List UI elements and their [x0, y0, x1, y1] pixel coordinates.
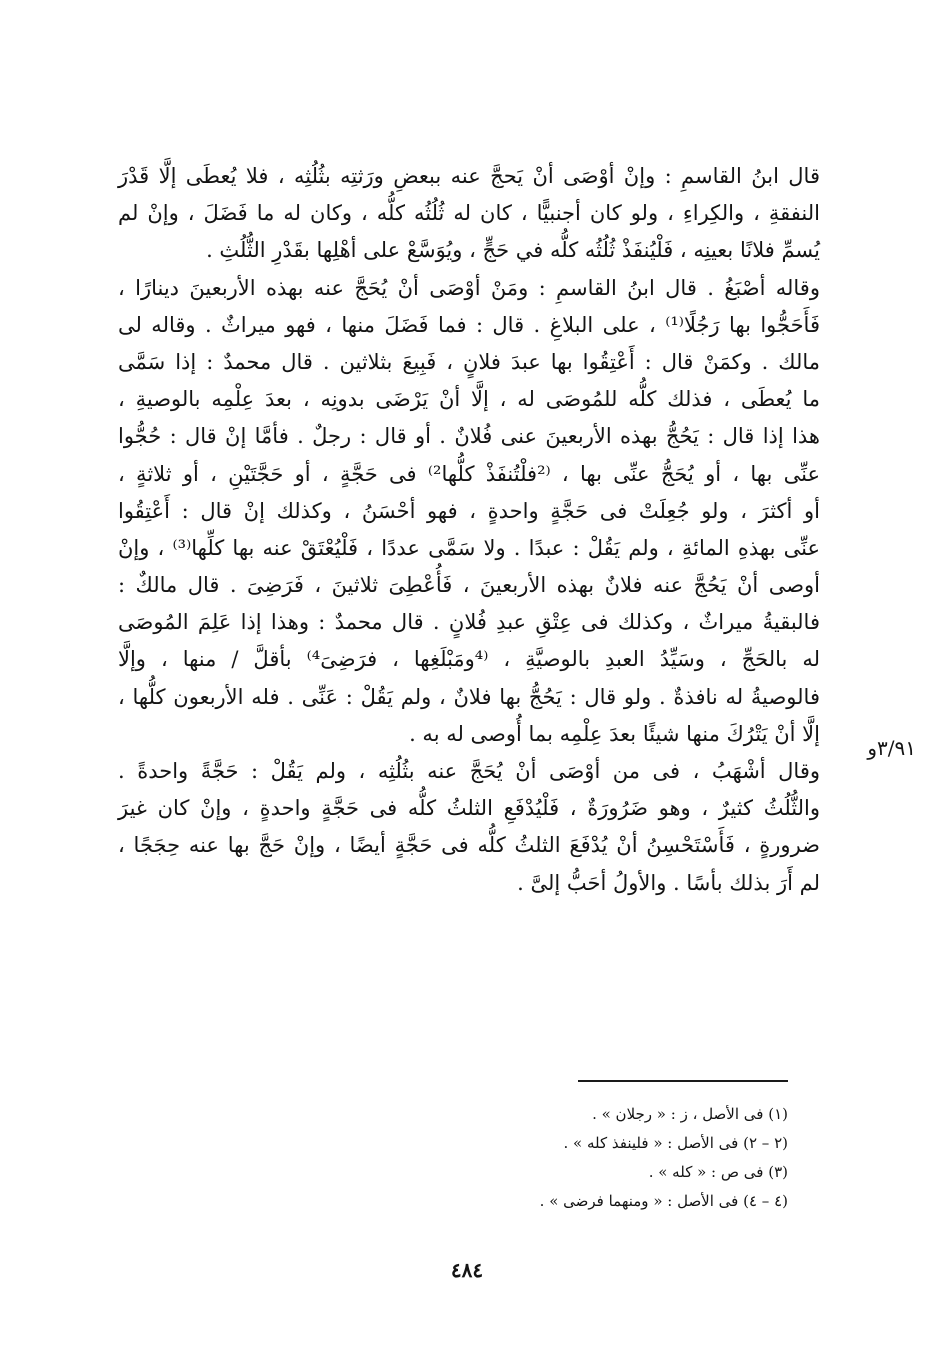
text-line: فَأَحَجُّوا بها رَجُلًا⁽¹⁾ ، على البلاغِ . قال : فما فَضَلَ منها ، فهو ميراثٌ . وقاله لى [118, 312, 820, 337]
text-line: ما يُعطَى ، فذلك كلُّه للمُوصَى له ، إلَّا أنْ يَرْضَى بدونِه ، بعدَ عِلْمِه بالوصيةِ ، [118, 387, 820, 412]
footnote: (١) فى الأصل ، ز : « رجلان » . [592, 1105, 788, 1123]
text-line: أو أكثرَ ، ولو جُعِلَتْ فى حَجَّةٍ واحدةٍ ، فهو أحْسَنُ ، وكذلك إنْ قال : أَعْتِقُوا [118, 498, 820, 523]
text-line: هذا إذا قال : يَحُجُّ بهذه الأربعينَ عنى فُلانٌ . أو قال : رجلٌ . فأمَّا إنْ قال : حُجُّوا [118, 424, 820, 449]
text-line: فالبقيةُ ميراثٌ ، وكذلك فى عِتْقِ عبدِ فُلانٍ . قال محمدٌ : وهذا إذا عَلِمَ المُوصَى [118, 610, 820, 635]
text-line: يُسمِّ فلانًا بعينِه ، فَلْيُنفَذْ ثُلُثُه كلُّه في حَجٍّ ، ويُوَسَّعْ على أهْلِها بقَدْرِ الثُّلُثِ . [206, 238, 820, 263]
text-line: لم أَرَ بذلك بأسًا . والأولُ أحَبُّ إلىَّ . [517, 870, 820, 895]
text-line: عنِّى بها ، أو يُحَجُّ عنِّى بها ، ⁽²فلْتُنفَذْ كلُّها²⁾ فى حَجَّةٍ ، أو حَجَّتَيْنِ ، أو ثلاثةٍ ، [118, 461, 820, 486]
text-line: قال ابنُ القاسمِ : وإنْ أوْصَى أنْ يَحجَّ عنه ببعضِ ورَثتِه بثُلُثِه ، فلا يُعطَى إلَّا قَدْرَ [118, 164, 820, 188]
text-line: إلَّا أنْ يَتْرُكَ منها شيئًا بعدَ عِلْمِه بما أُوصى له به . [409, 721, 820, 746]
text-line: ضرورةٍ ، فَأَسْتَحْسِنُ أنْ يُدْفَعَ الثلثُ كلُّه فى حَجَّةٍ أيضًا ، وإنْ حَجَّ بها عنه حِجَجًا ، [118, 833, 820, 858]
margin-folio-reference: ٣/٩١و [867, 736, 916, 760]
footnote-separator-rule [578, 1080, 788, 1082]
footnotes-block [300, 1100, 788, 1216]
page-number: ٤٨٤ [450, 1258, 484, 1282]
footnote: (٤ – ٤) فى الأصل : « ومنهما فرضى » . [539, 1192, 788, 1210]
text-line: وقال أشْهَبُ ، فى من أوْصَى أنْ يُحَجَّ عنه بثُلُثِه ، ولم يَقُلْ : حَجَّةً واحدةً . [118, 759, 820, 783]
main-text-block [118, 158, 820, 902]
text-line: النفقةِ ، والكِراءِ ، ولو كان أجنبيًّا ، كان له ثُلُثُه كلُّه ، وكان له ما فَضَلَ ، وإنْ لم [118, 201, 820, 226]
text-line: مالك . وكمَنْ قال : أَعْتِقُوا بها عبدَ فلانٍ ، فَبِيعَ بثلاثين . قال محمدٌ : إذا سَمَّى [118, 349, 820, 374]
text-line: وقاله أصْبَغُ . قال ابنُ القاسمِ : ومَنْ أوْصَى أنْ يُحَجَّ عنه بهذه الأربعينَ دينارًا ، [118, 275, 820, 300]
text-line: والثُّلُثُ كثيرٌ ، وهو ضَرُورَةٌ ، فَلْيُدْفَعِ الثلثُ كلُّه فى حَجَّةٍ واحدةٍ ، وإنْ كان غيرَ [118, 796, 820, 821]
text-line: أوصى أنْ يَحُجَّ عنه فلانٌ بهذه الأربعينَ ، فَأُعْطِىَ ثلاثينَ ، فَرَضِىَ . قال مالكٌ : [118, 573, 820, 598]
footnote: (٣) فى ص : « كله » . [648, 1163, 788, 1181]
text-line: فالوصيةُ له نافذةٌ . ولو قال : يَحُجُّ بها فلانٌ ، ولم يَقُلْ : عَنِّى . فله الأربعون كلُّها ، [118, 684, 820, 709]
text-line: عنِّى بهذهِ المائةِ ، ولم يَقُلْ : عبدًا . ولا سَمَّى عددًا ، فَلْيُعْتَقْ عنه بها كلِّها⁽³⁾ ، وإنْ [118, 535, 820, 560]
footnote: (٢ – ٢) فى الأصل : « فلينفذ كله » . [563, 1134, 788, 1152]
text-line: له بالحَجِّ ، وسَيِّدُ العبدِ بالوصيَّةِ ، ⁽⁴ومَبْلَغِها ، فرَضِىَ⁴⁾ بأقلَّ / منها ، وإلَّا [118, 647, 820, 672]
